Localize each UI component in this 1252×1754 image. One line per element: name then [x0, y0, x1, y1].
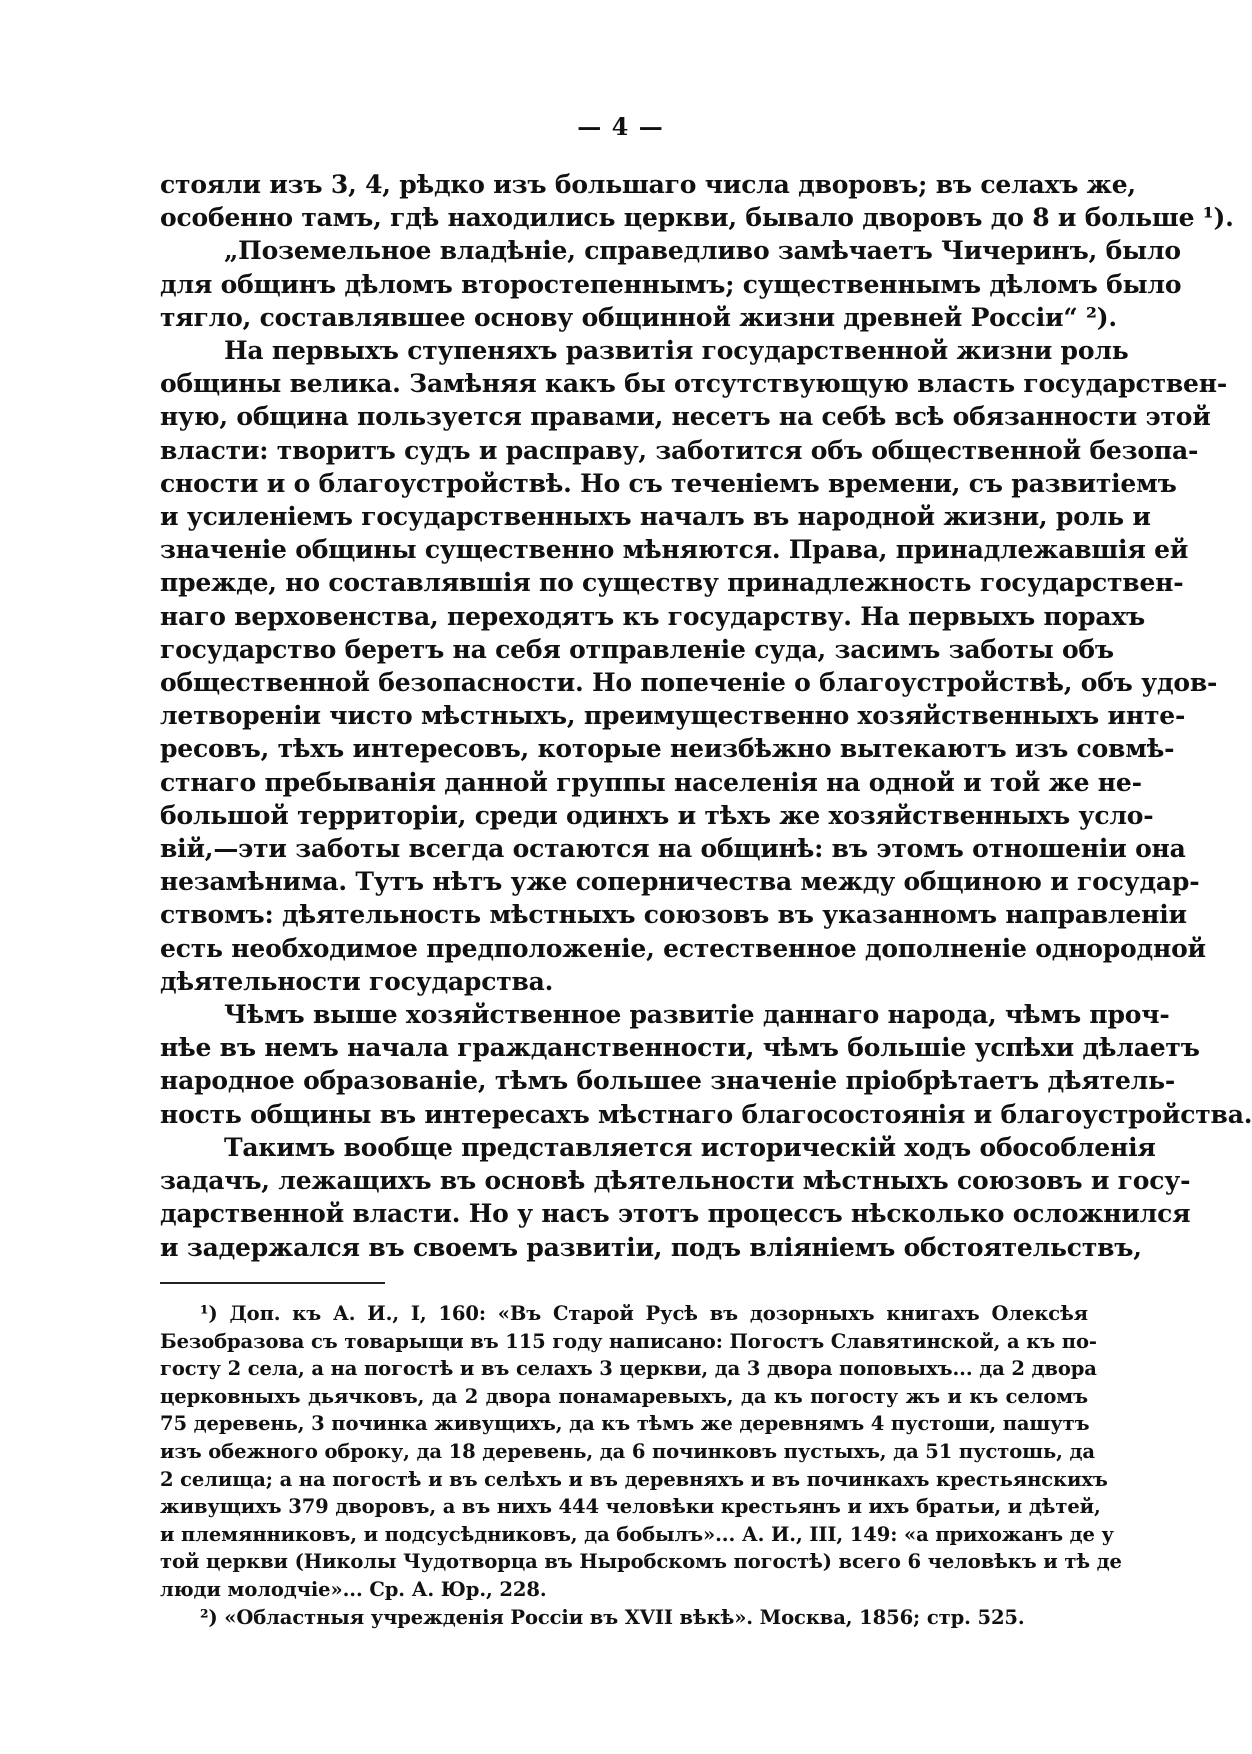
- footnote-1-line: 75 деревень, 3 починка живущихъ, да къ тѣмъ же деревнямъ 4 пустоши, пашутъ: [160, 1412, 1090, 1436]
- text-line: летвореніи чисто мѣстныхъ, преимущественно хозяйственныхъ инте-: [160, 701, 1186, 731]
- footnote-1-line: люди молодчіе»... Ср. А. Юр., 228.: [160, 1577, 547, 1601]
- footnote-1-line: изъ обежного оброку, да 18 деревень, да 6 починковъ пустыхъ, да 51 пустошь, да: [160, 1439, 1095, 1463]
- text-line: общественной безопасности. Но попеченіе о благоустройствѣ, объ удов-: [160, 668, 1218, 698]
- text-line: сности и о благоустройствѣ. Но съ теченіемъ времени, съ развитіемъ: [160, 468, 1177, 498]
- text-line: тягло, составлявшее основу общинной жизни древней Россіи“ ²).: [160, 302, 1117, 332]
- text-line: есть необходимое предположеніе, естественное дополненіе однородной: [160, 933, 1206, 963]
- footnote-2-marker: ²): [200, 1605, 218, 1629]
- text-line: государство беретъ на себя отправленіе суда, засимъ заботы объ: [160, 634, 1114, 664]
- footnote-1-line: госту 2 села, а на погостѣ и въ селахъ 3 церкви, да 3 двора поповыхъ... да 2 двора: [160, 1357, 1097, 1381]
- text-line: особенно тамъ, гдѣ находились церкви, бывало дворовъ до 8 и больше ¹).: [160, 203, 1234, 233]
- footnote-2-line: [160, 1604, 1088, 1632]
- footnote-1-line: и племянниковъ, и подсусѣдниковъ, да бобылъ»... А. И., III, 149: «а прихожанъ де у: [160, 1522, 1114, 1546]
- text-line: задачъ, лежащихъ въ основѣ дѣятельности мѣстныхъ союзовъ и госу-: [160, 1166, 1191, 1196]
- text-line: „Поземельное владѣніе, справедливо замѣчаетъ Чичеринъ, было: [224, 236, 1181, 266]
- text-line: значеніе общины существенно мѣняются. Права, принадлежавшія ей: [160, 535, 1189, 565]
- footnote-1-line: живущихъ 379 дворовъ, а въ нихъ 444 человѣки крестьянъ и ихъ братьи, и дѣтей,: [160, 1495, 1101, 1519]
- footnotes: [160, 1300, 1122, 1631]
- text-line: народное образованіе, тѣмъ большее значеніе пріобрѣтаетъ дѣятель-: [160, 1066, 1176, 1096]
- text-line: дарственной власти. Но у насъ этотъ процессъ нѣсколько осложнился: [160, 1199, 1191, 1229]
- text-line: прежде, но составлявшія по существу принадлежность государствен-: [160, 568, 1184, 598]
- text-line: нѣе въ немъ начала гражданственности, чѣмъ большіе успѣхи дѣлаетъ: [160, 1033, 1200, 1063]
- footnote-1-line: [160, 1300, 1088, 1328]
- main-text: [160, 168, 1252, 1264]
- text-line: общины велика. Замѣняя какъ бы отсутствующую власть государствен-: [160, 369, 1228, 399]
- footnote-1-line: церковныхъ дьячковъ, да 2 двора понамаревыхъ, да къ погосту жъ и къ селомъ: [160, 1384, 1088, 1408]
- text-line: и задержался въ своемъ развитіи, подъ вліяніемъ обстоятельствъ,: [160, 1232, 1142, 1262]
- text-line: дѣятельности государства.: [160, 966, 554, 996]
- footnote-divider: [160, 1282, 385, 1284]
- text-line: власти: творитъ судъ и расправу, заботится объ общественной безопа-: [160, 435, 1199, 465]
- text-line: Такимъ вообще представляется историческій ходъ обособленія: [224, 1132, 1156, 1162]
- footnote-2-text: «Областныя учрежденія Россіи въ XVII вѣкѣ». Москва, 1856; стр. 525.: [224, 1605, 1025, 1629]
- page-number: — 4 —: [577, 112, 664, 141]
- text-line: для общинъ дѣломъ второстепеннымъ; существеннымъ дѣломъ было: [160, 269, 1182, 299]
- text-line: вій,—эти заботы всегда остаются на общинѣ: въ этомъ отношеніи она: [160, 834, 1186, 864]
- footnote-1-marker: ¹): [200, 1302, 218, 1325]
- text-line: наго верховенства, переходятъ къ государству. На первыхъ порахъ: [160, 601, 1146, 631]
- footnote-1-line: Безобразова съ товарыщи въ 115 году написано: Погостъ Славятинской, а къ по-: [160, 1329, 1097, 1353]
- footnote-1-line: той церкви (Николы Чудотворца въ Ныробскомъ погостѣ) всего 6 человѣкъ и тѣ де: [160, 1550, 1122, 1574]
- text-line: стнаго пребыванія данной группы населенія на одной и той же не-: [160, 767, 1142, 797]
- text-line: ность общины въ интересахъ мѣстнаго благосостоянія и благоустройства.: [160, 1099, 1252, 1129]
- footnote-1-text: Доп. къ А. И., I, 160: «Въ Старой Русѣ въ дозорныхъ книгахъ Олексѣя: [229, 1302, 1088, 1325]
- text-line: На первыхъ ступеняхъ развитія государственной жизни роль: [224, 336, 1129, 366]
- text-line: ресовъ, тѣхъ интересовъ, которые неизбѣжно вытекаютъ изъ совмѣ-: [160, 734, 1175, 764]
- text-line: большой территоріи, среди одинхъ и тѣхъ же хозяйственныхъ усло-: [160, 800, 1154, 830]
- text-line: ную, община пользуется правами, несетъ на себѣ всѣ обязанности этой: [160, 402, 1211, 432]
- footnote-1-line: 2 селища; а на погостѣ и въ селѣхъ и въ деревняхъ и въ починкахъ крестьянскихъ: [160, 1467, 1108, 1491]
- text-line: Чѣмъ выше хозяйственное развитіе даннаго народа, чѣмъ проч-: [224, 1000, 1170, 1030]
- text-line: незамѣнима. Тутъ нѣтъ уже соперничества между общиною и государ-: [160, 867, 1200, 897]
- text-line: ствомъ: дѣятельность мѣстныхъ союзовъ въ указанномъ направленіи: [160, 900, 1187, 930]
- text-line: стояли изъ 3, 4, рѣдко изъ большаго числа дворовъ; въ селахъ же,: [160, 170, 1136, 199]
- text-line: и усиленіемъ государственныхъ началъ въ народной жизни, роль и: [160, 502, 1151, 532]
